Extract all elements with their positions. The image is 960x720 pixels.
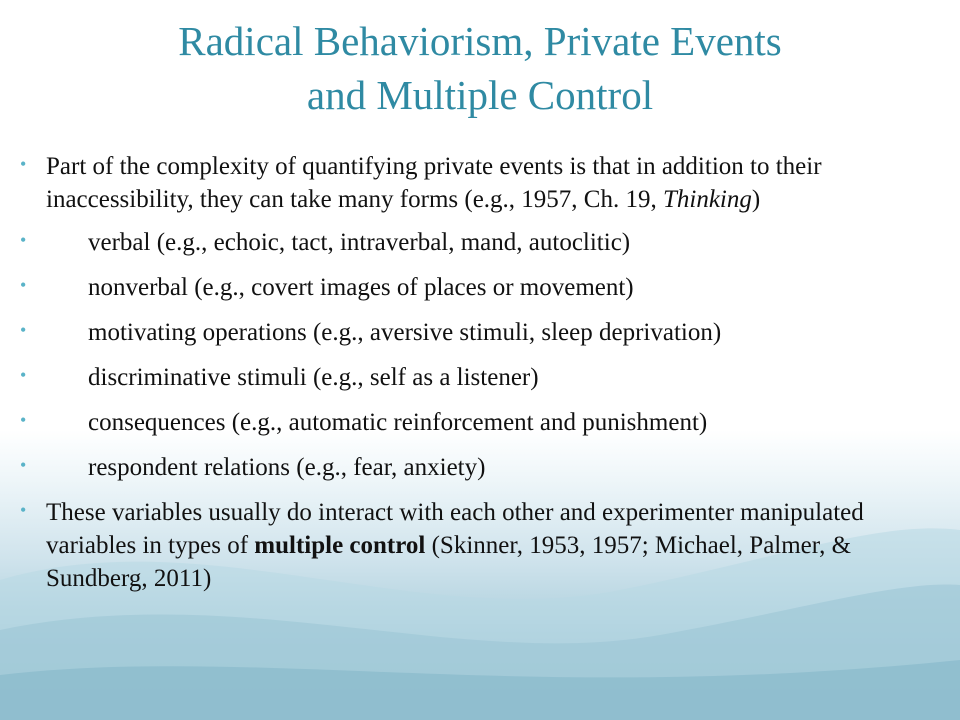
bullet-text-bold: multiple control [254, 532, 426, 559]
bullet-dot-icon: • [20, 275, 27, 295]
bullet-dot-icon: • [20, 410, 27, 430]
bullet-item [18, 361, 948, 394]
bullet-text-end: (Skinner, 1953, 1957; Michael, Palmer, & Sundberg, 2011) [46, 532, 852, 592]
bullet-item [18, 226, 948, 259]
bullet-text: respondent relations (e.g., fear, anxiety) [88, 454, 486, 481]
bullet-text: Part of the complexity of quantifying private events is that in addition to their inaccessibility, they can take many forms (e.g., 1957, Ch. 19, [46, 153, 822, 213]
bullet-item [18, 451, 948, 484]
bullet-dot-icon: • [20, 320, 27, 340]
bullet-dot-icon: • [20, 154, 27, 174]
bullet-item [18, 150, 948, 216]
bullet-item [18, 496, 948, 595]
bullet-text: verbal (e.g., echoic, tact, intraverbal, mand, autoclitic) [88, 229, 631, 256]
bullet-item [18, 406, 948, 439]
bullet-item [18, 316, 948, 349]
bullet-item [18, 271, 948, 304]
bullet-text: discriminative stimuli (e.g., self as a listener) [88, 364, 539, 391]
bullet-dot-icon: • [20, 230, 27, 250]
bullet-dot-icon: • [20, 455, 27, 475]
bullet-dot-icon: • [20, 500, 27, 520]
bullet-text-end: ) [751, 186, 761, 213]
bullet-dot-icon: • [20, 365, 27, 385]
slide-title-line-2: and Multiple Control [306, 72, 654, 118]
slide-title [0, 14, 960, 122]
bullet-text: consequences (e.g., automatic reinforcement and punishment) [88, 409, 708, 436]
bullet-text: These variables usually do interact with each other and experimenter manipulated variables in types of [46, 499, 864, 559]
bullet-text: nonverbal (e.g., covert images of places or movement) [88, 274, 634, 301]
bullet-list [18, 150, 948, 609]
bullet-text-italic: Thinking [662, 186, 752, 213]
bullet-text: motivating operations (e.g., aversive stimuli, sleep deprivation) [88, 319, 722, 346]
slide-title-line-1: Radical Behaviorism, Private Events [178, 18, 782, 64]
